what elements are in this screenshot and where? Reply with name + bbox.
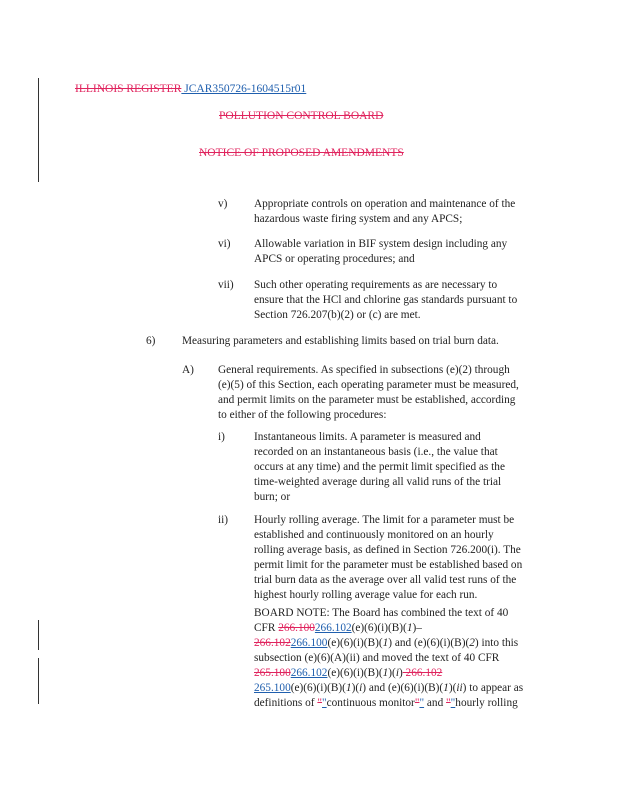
subitem-label: ii) — [218, 514, 229, 526]
subitem-label: i) — [218, 431, 225, 443]
text-line: APCS or operating procedures; and — [254, 253, 415, 265]
note-text: continuous monitor — [326, 697, 415, 709]
text-line: hazardous waste firing system and any APCS; — [254, 213, 463, 225]
text-line: occurs at any time) and the permit limit specified as the — [254, 461, 505, 473]
note-text: and — [424, 697, 447, 709]
board-header — [219, 109, 383, 123]
register-header — [75, 82, 306, 96]
inserted-quote: " — [450, 697, 456, 709]
note-text: hourly rolling — [455, 697, 518, 709]
text-line: recorded on an instantaneous basis (i.e., the value that — [254, 446, 498, 458]
text-line: Appropriate controls on operation and maintenance of the — [254, 198, 516, 210]
note-text: ) and (e)(6)(i)(B)( — [362, 682, 444, 694]
note-italic: 2 — [469, 637, 475, 649]
note-text: ) and (e)(6)(i)(B)( — [388, 637, 470, 649]
deleted-citation: 266.102 — [254, 637, 291, 649]
register-deleted-text: ILLINOIS REGISTER — [75, 83, 182, 95]
note-text: )( — [351, 682, 360, 694]
deleted-citation: 266.100 — [278, 622, 315, 634]
item-label: vi) — [218, 238, 231, 250]
item-text — [254, 197, 515, 227]
note-italic: i — [395, 667, 399, 679]
deleted-citation: 265.100 — [254, 667, 291, 679]
text-line: burn; or — [254, 491, 291, 503]
note-line — [254, 696, 523, 711]
note-text: CFR — [254, 622, 279, 634]
text-line: Instantaneous limits. A parameter is measured and — [254, 431, 481, 443]
change-bar — [38, 658, 39, 704]
inserted-citation: 265.100 — [254, 682, 291, 694]
board-note — [254, 606, 523, 711]
note-italic: 1 — [443, 682, 449, 694]
note-text: )( — [448, 682, 457, 694]
text-line: highest hourly rolling average value for each run. — [254, 589, 478, 601]
note-italic: 1 — [345, 682, 352, 694]
text-line: and permit limits on the parameter must be established, according — [218, 394, 516, 406]
note-line — [254, 666, 523, 681]
note-line: BOARD NOTE: The Board has combined the text of 40 — [254, 607, 509, 619]
change-bar — [38, 620, 39, 650]
text-line: permit limit for the parameter must be established based on — [254, 559, 523, 571]
inserted-citation: 266.102 — [314, 622, 352, 634]
text-line: General requirements. As specified in subsections (e)(2) through — [218, 364, 510, 376]
text-line: to either of the following procedures: — [218, 409, 387, 421]
note-line — [254, 681, 523, 696]
section-label: 6) — [146, 335, 156, 347]
item-label: v) — [218, 198, 228, 210]
note-italic: i — [359, 682, 363, 694]
text-line: time-weighted average during all valid runs of the trial — [254, 476, 502, 488]
inserted-quote: " — [322, 697, 327, 709]
text-line: ensure that the HCl and chlorine gas standards pursuant to — [254, 294, 518, 306]
note-text: ) to appear as — [462, 682, 524, 694]
note-text: (e)(6)(i)(B)( — [327, 637, 383, 649]
note-text: definitions of — [254, 697, 318, 709]
note-text: (e)(6)(i)(B)( — [351, 622, 407, 634]
note-text: (e)(6)(i)(B)( — [327, 667, 383, 679]
deleted-quote: " — [317, 697, 323, 709]
text-line: established and continuously monitored on an hourly — [254, 529, 494, 541]
change-bar — [38, 78, 39, 182]
notice-deleted-text: NOTICE OF PROPOSED AMENDMENTS — [199, 147, 404, 159]
section-text — [218, 363, 519, 423]
note-italic: ii — [456, 682, 463, 694]
text-line: Hourly rolling average. The limit for a parameter must be — [254, 514, 515, 526]
item-label: vii) — [218, 279, 234, 291]
note-line — [254, 636, 523, 651]
note-italic: 1 — [406, 622, 413, 634]
subitem-text — [254, 430, 505, 505]
subitem-text — [254, 513, 522, 603]
deleted-citation: 266.102 — [402, 667, 443, 679]
note-line: subsection (e)(6)(A)(ii) and moved the text of 40 CFR — [254, 652, 500, 664]
note-italic: 1 — [382, 667, 389, 679]
inserted-citation: 266.100 — [290, 637, 328, 649]
text-line: Such other operating requirements as are necessary to — [254, 279, 498, 291]
board-deleted-text: POLLUTION CONTROL BOARD — [219, 110, 384, 122]
note-text: ) into this — [474, 637, 519, 649]
deleted-quote: " — [446, 697, 451, 709]
text-line: Section 726.207(b)(2) or (c) are met. — [254, 309, 421, 321]
text-line: Allowable variation in BIF system design including any — [254, 238, 508, 250]
deleted-quote: " — [414, 697, 420, 709]
note-text: )– — [412, 622, 422, 634]
text-line: trial burn data as the average over all valid test runs of the — [254, 574, 517, 586]
note-text: ) — [398, 667, 403, 679]
section-text: Measuring parameters and establishing limits based on trial burn data. — [182, 335, 499, 347]
inserted-quote: " — [419, 697, 425, 709]
text-line: rolling average basis, as defined in Section 726.200(i). The — [254, 544, 521, 556]
note-italic: 1 — [382, 637, 389, 649]
text-line: (e)(5) of this Section, each operating parameter must be measured, — [218, 379, 519, 391]
notice-header — [199, 146, 404, 160]
section-label: A) — [182, 364, 194, 376]
register-inserted-text: JCAR350726-1604515r01 — [181, 83, 307, 95]
inserted-citation: 266.102 — [290, 667, 328, 679]
item-text — [254, 237, 507, 267]
note-line — [254, 621, 523, 636]
item-text — [254, 278, 517, 323]
note-text: (e)(6)(i)(B)( — [290, 682, 346, 694]
note-text: )( — [388, 667, 396, 679]
